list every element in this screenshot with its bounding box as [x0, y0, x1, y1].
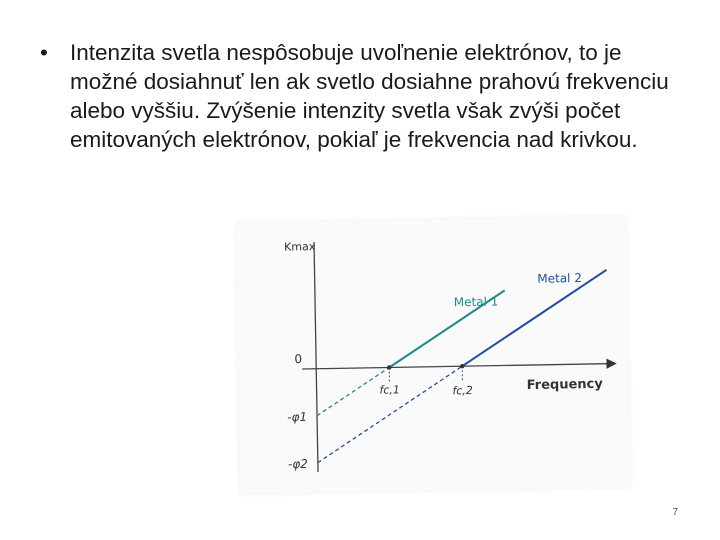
series-line	[461, 270, 609, 366]
y-tick-label: 0	[294, 352, 303, 367]
photoeffect-chart	[236, 217, 631, 494]
x-axis-label: Frequency	[526, 376, 603, 394]
series-label-metal-1: Metal 1	[453, 294, 499, 310]
page-number: 7	[672, 507, 678, 518]
bullet-marker: •	[40, 40, 48, 65]
series-label-metal-2: Metal 2	[537, 270, 583, 286]
series-dashed-extension	[316, 366, 464, 462]
y-tick-label: -φ2	[287, 456, 309, 472]
y-axis	[314, 242, 318, 472]
bullet-list	[40, 38, 690, 154]
x-tick-label: fc,1	[379, 383, 400, 397]
y-tick-label: -φ1	[287, 409, 308, 425]
chart-image	[236, 217, 631, 494]
x-tick-label: fc,2	[452, 384, 473, 398]
y-axis-label: Kmax	[283, 240, 316, 254]
bullet-text: Intenzita svetla nespôsobuje uvoľnenie elektrónov, to je možné dosiahnuť len ak svetlo dosiahne prahovú frekvenciu alebo vyššiu. Zvýšenie intenzity svetla však zvýši počet emitovaných elektrónov, pokiaľ je frekvencia nad krivkou.	[70, 40, 669, 152]
